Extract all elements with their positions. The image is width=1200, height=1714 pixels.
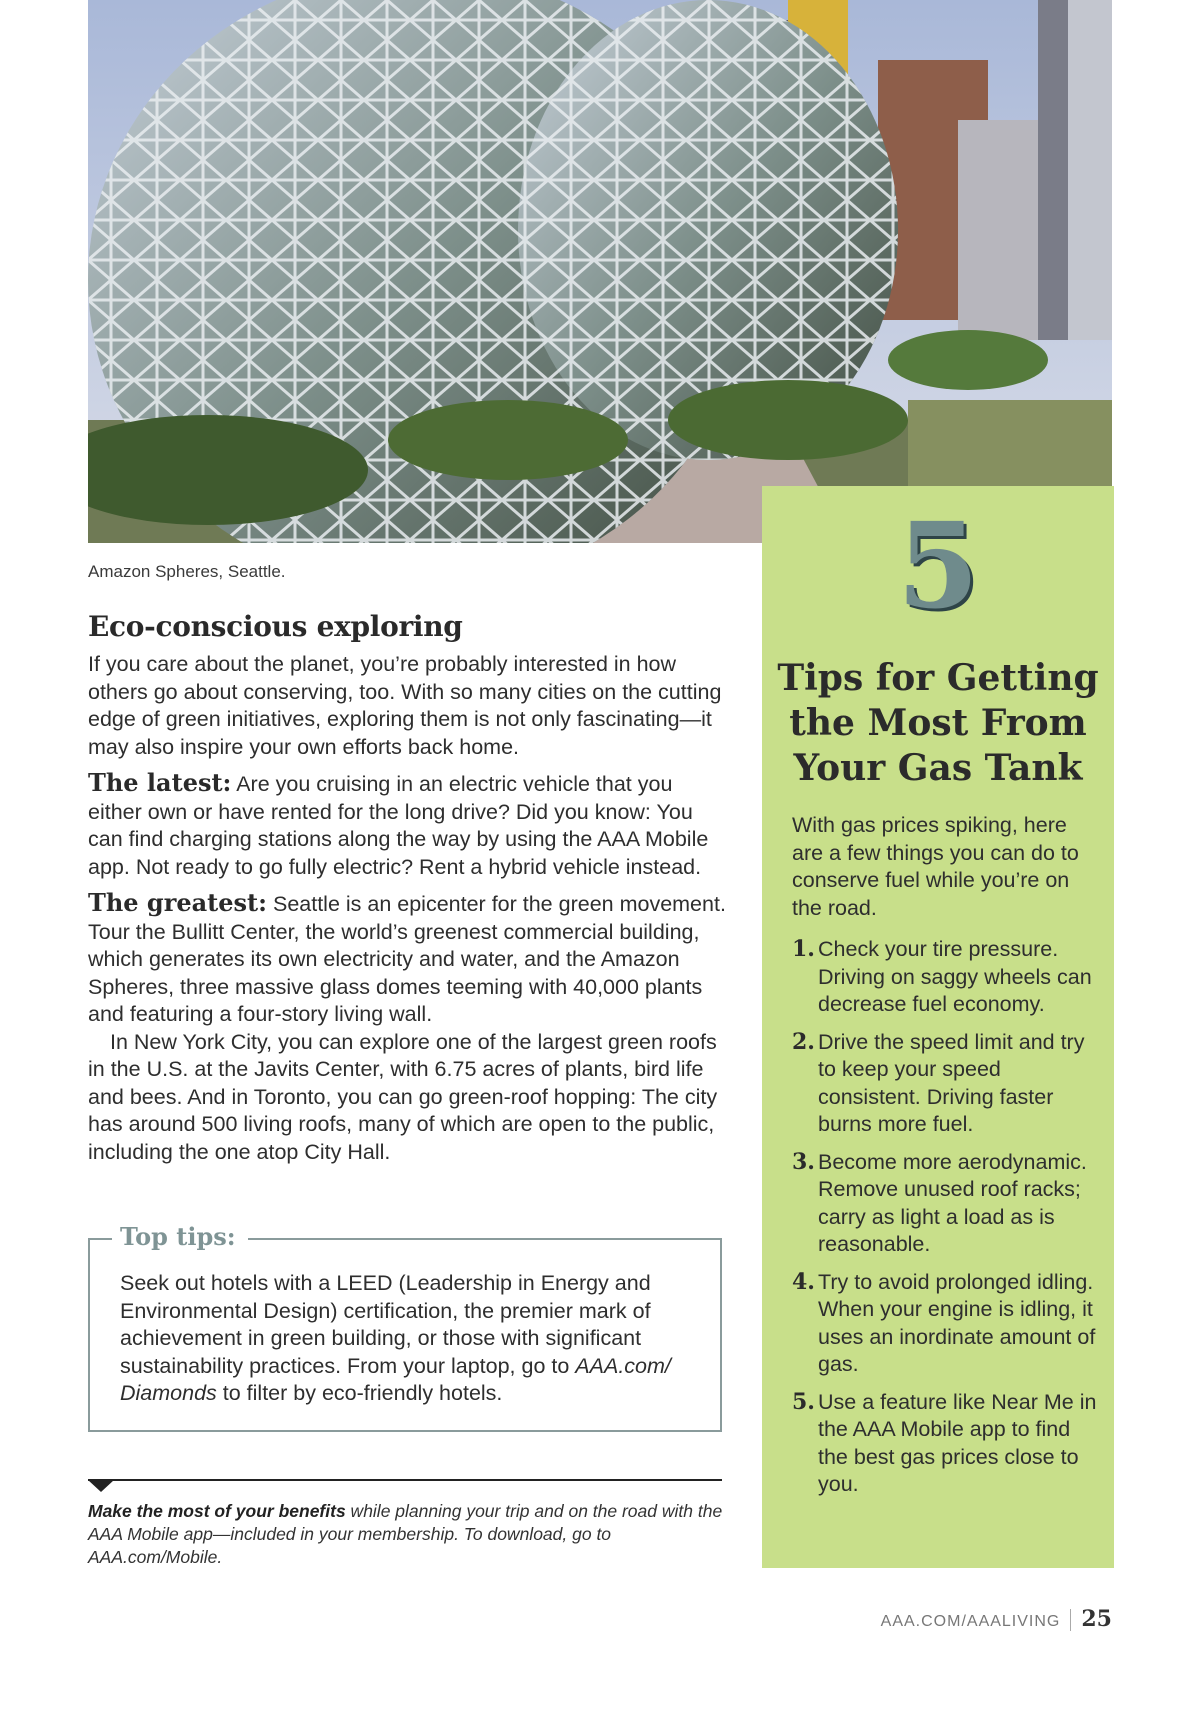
triangle-down-icon xyxy=(88,1480,114,1492)
sidebar-title: Tips for Getting the Most From Your Gas Tank xyxy=(777,657,1099,789)
top-tips-box xyxy=(88,1222,722,1432)
article-heading: Eco-conscious exploring xyxy=(88,610,463,643)
greatest-text: Seattle is an epicenter for the green movement. Tour the Bullitt Center, the world’s greenest commercial building, which generates its own electricity and water, and the Amazon Spheres, three massive glass domes teeming with 40,000 plants and featuring a four-story living wall. xyxy=(88,892,726,1026)
benefits-bold: Make the most of your benefits xyxy=(88,1501,346,1521)
list-item xyxy=(792,1149,1102,1259)
tip-number: 1. xyxy=(792,936,815,962)
list-item xyxy=(792,1029,1102,1139)
tip-number: 3. xyxy=(792,1148,815,1175)
gas-tips-list xyxy=(792,936,1102,1509)
tip-text: Become more aerodynamic. Remove unused roof racks; carry as light a load as is reasonable. xyxy=(818,1149,1087,1256)
tip-number: 4. xyxy=(792,1268,815,1295)
article-intro: If you care about the planet, you’re probably interested in how others go about conserving, too. With so many cities on the cutting edge of green initiatives, exploring them is not only fascinating—it may also inspire your own efforts back home. xyxy=(88,652,722,759)
diamonds-link[interactable]: AAA.com/ Diamonds xyxy=(120,1353,671,1405)
divider-rule xyxy=(88,1479,722,1481)
tip-number: 2. xyxy=(792,1028,815,1055)
photo-illustration xyxy=(88,0,1112,543)
top-tips-text xyxy=(120,1270,700,1408)
benefits-text: while planning your trip and on the road with the AAA Mobile app—included in your membership. To download, go to AAA.com/Mobile. xyxy=(88,1501,723,1567)
tip-text: Try to avoid prolonged idling. When your engine is idling, it uses an inordinate amount of gas. xyxy=(818,1269,1096,1376)
list-item xyxy=(792,936,1102,1019)
gas-tips-sidebar xyxy=(762,486,1114,1568)
top-tips-body: Seek out hotels with a LEED (Leadership in Energy and Environmental Design) certification, the premier mark of achievement in green building, or those with significant sustainability practices. From your laptop, go to xyxy=(120,1271,651,1378)
article-column xyxy=(88,610,728,1174)
top-tips-end: to filter by eco-friendly hotels. xyxy=(216,1381,503,1405)
page-footer xyxy=(881,1606,1112,1632)
page-number: 25 xyxy=(1081,1606,1112,1632)
sidebar-intro: With gas prices spiking, here are a few things you can do to conserve fuel while you’re on the road. xyxy=(792,813,1079,920)
list-item xyxy=(792,1389,1102,1499)
amazon-spheres-photo xyxy=(88,0,1112,543)
tip-text: Check your tire pressure. Driving on saggy wheels can decrease fuel economy. xyxy=(818,937,1092,1016)
footer-separator xyxy=(1070,1609,1071,1631)
tip-number: 5. xyxy=(792,1388,815,1415)
greatest-paragraph xyxy=(88,889,728,1029)
greatest-paragraph-2: In New York City, you can explore one of the largest green roofs in the U.S. at the Javits Center, with 6.75 acres of plants, bird life and bees. And in Toronto, you can go green-roof hopping: The city has around 500 living roofs, many of which are open to the public, including the one atop City Hall. xyxy=(88,1029,718,1164)
tip-text: Drive the speed limit and try to keep your speed consistent. Driving faster burns more fuel. xyxy=(818,1029,1085,1136)
photo-caption: Amazon Spheres, Seattle. xyxy=(88,562,286,581)
latest-label: The latest: xyxy=(88,768,232,797)
latest-paragraph xyxy=(88,769,728,881)
greatest-label: The greatest: xyxy=(88,888,267,917)
latest-text: Are you cruising in an electric vehicle that you either own or have rented for the long drive? Did you know: You can find charging stations along the way by using the AAA Mobile app. Not ready to go fully electric? Rent a hybrid vehicle instead. xyxy=(88,772,709,879)
top-tips-title: Top tips: xyxy=(112,1222,248,1251)
footer-site[interactable]: AAA.COM/AAALIVING xyxy=(880,1613,1061,1630)
sidebar-number: 5 xyxy=(896,496,980,635)
benefits-note xyxy=(88,1500,728,1569)
tip-text: Use a feature like Near Me in the AAA Mobile app to find the best gas prices close to you. xyxy=(818,1389,1097,1496)
list-item xyxy=(792,1269,1102,1379)
